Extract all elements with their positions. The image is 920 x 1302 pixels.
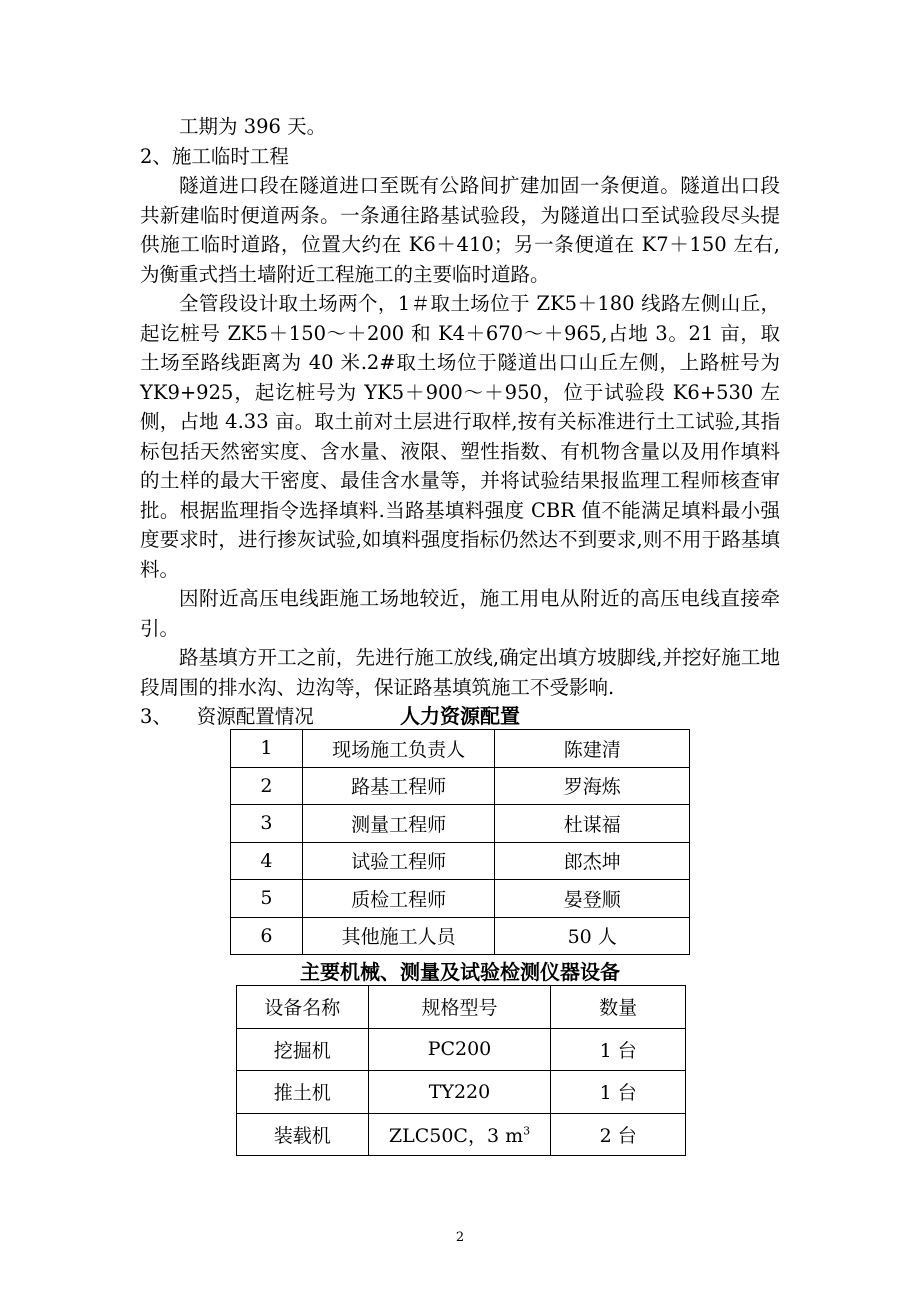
person-name-cell: 50 人 (495, 917, 690, 955)
paragraph-borrow-pits: 全管段设计取土场两个，1＃取土场位于 ZK5＋180 线路左侧山丘，起讫桩号 ZK5＋150～＋200 和 K4＋670～＋965,占地 3。21 亩，取土场至路线距离为 40 米.2#取土场位于隧道出口山丘左侧，上路桩号为 YK9+925，起讫桩号为 YK5＋900～＋950，位于试验段 K6+530 左侧，占地 4.33 亩。取土前对土层进行取样,按有关标准进行土工试验,其指标包括天然密实度、含水量、液限、塑性指数、有机物含量以及用作填料的土样的最大干密度、最佳含水量等，并将试验结果报监理工程师核查审批。根据监理指令选择填料.当路基填料强度 CBR 值不能满足填料最小强度要求时，进行掺灰试验,如填料强度指标仍然达不到要求,则不用于路基填料。 (140, 292, 780, 581)
table2-title: 主要机械、测量及试验检测仪器设备 (300, 960, 620, 984)
quantity-cell: 2 台 (551, 1113, 686, 1156)
paragraph-power-supply: 因附近高压电线距施工场地较近，施工用电从附近的高压电线直接牵引。 (140, 587, 780, 640)
column-header: 规格型号 (368, 986, 551, 1029)
row-number-cell: 3 (231, 805, 303, 843)
role-cell: 路基工程师 (302, 767, 495, 805)
section-heading-2: 2、施工临时工程 (140, 144, 289, 168)
body-text (140, 112, 780, 732)
row-number-cell: 4 (231, 842, 303, 880)
section-heading-3: 3、 资源配置情况 (140, 705, 314, 728)
table-row (231, 767, 690, 805)
person-name-cell: 郎杰坤 (495, 842, 690, 880)
paragraph-access-roads: 隧道进口段在隧道进口至既有公路间扩建加固一条便道。隧道出口段共新建临时便道两条。一条通往路基试验段，为隧道出口至试验段尽头提供施工临时道路，位置大约在 K6＋410；另一条便道在 K7＋150 左右,为衡重式挡土墙附近工程施工的主要临时道路。 (140, 174, 780, 286)
role-cell: 现场施工负责人 (302, 730, 495, 768)
row-number-cell: 2 (231, 767, 303, 805)
column-header: 数量 (551, 986, 686, 1029)
row-number-cell: 1 (231, 730, 303, 768)
table-row (237, 1071, 686, 1114)
table1-title: 人力资源配置 (400, 704, 520, 728)
role-cell: 其他施工人员 (302, 917, 495, 955)
line-duration: 工期为 396 天。 (179, 115, 327, 138)
column-header: 设备名称 (237, 986, 369, 1029)
table-row (237, 1113, 686, 1156)
staff-table (230, 729, 690, 955)
paragraph-setting-out: 路基填方开工之前，先进行施工放线,确定出填方坡脚线,并挖好施工地段周围的排水沟、边沟等，保证路基填筑施工不受影响. (140, 646, 780, 699)
equipment-name-cell: 推土机 (237, 1071, 369, 1114)
table-row (231, 805, 690, 843)
table-row (231, 842, 690, 880)
page-number: 2 (455, 1230, 465, 1245)
equipment-name-cell: 装载机 (237, 1113, 369, 1156)
person-name-cell: 陈建清 (495, 730, 690, 768)
role-cell: 试验工程师 (302, 842, 495, 880)
person-name-cell: 罗海炼 (495, 767, 690, 805)
row-number-cell: 5 (231, 880, 303, 918)
table-row (231, 730, 690, 768)
model-cell: ZLC50C，3 $m^3$ (368, 1113, 551, 1156)
model-cell: TY220 (368, 1071, 551, 1114)
person-name-cell: 杜谋福 (495, 805, 690, 843)
person-name-cell: 晏登顺 (495, 880, 690, 918)
role-cell: 测量工程师 (302, 805, 495, 843)
model-cell: PC200 (368, 1028, 551, 1071)
table-row (237, 1028, 686, 1071)
quantity-cell: 1 台 (551, 1071, 686, 1114)
unit-superscript: 3 (523, 1124, 531, 1138)
table-row (231, 880, 690, 918)
equipment-table (236, 985, 686, 1156)
table-header-row (237, 986, 686, 1029)
quantity-cell: 1 台 (551, 1028, 686, 1071)
role-cell: 质检工程师 (302, 880, 495, 918)
row-number-cell: 6 (231, 917, 303, 955)
equipment-name-cell: 挖掘机 (237, 1028, 369, 1071)
table-row (231, 917, 690, 955)
